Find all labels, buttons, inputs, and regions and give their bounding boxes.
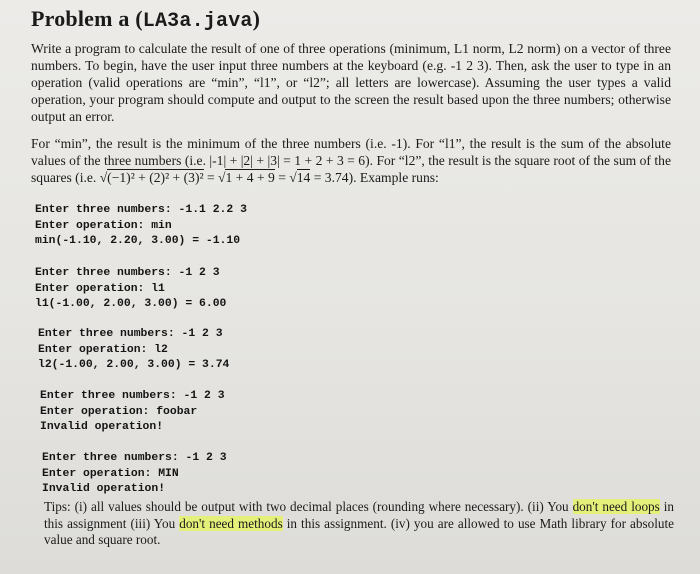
title-text: Problem a ( <box>31 6 143 31</box>
title-close-paren: ) <box>252 6 261 31</box>
code-line: Invalid operation! <box>42 483 166 496</box>
equals-sign: = <box>274 170 290 185</box>
highlight-no-loops: don't need loops <box>572 499 660 514</box>
example-run-l1 <box>35 266 226 313</box>
tips-paragraph <box>44 499 674 549</box>
code-line: Enter three numbers: -1 2 3 <box>42 452 227 464</box>
sqrt-expression-1 <box>100 169 204 185</box>
sqrt-expression-2 <box>218 169 275 185</box>
code-line: Enter operation: foobar <box>40 405 198 418</box>
code-line: min(-1.10, 2.20, 3.00) = -1.10 <box>35 235 241 248</box>
code-line: l1(-1.00, 2.00, 3.00) = 6.00 <box>35 298 227 311</box>
highlight-no-methods: don't need methods <box>179 515 283 531</box>
sqrt-symbol: √ <box>289 170 297 185</box>
example-run-l2 <box>38 327 229 374</box>
intro-paragraph: Write a program to calculate the result of one of three operations (minimum, L1 norm, L2 norm) on a vector of three numbers. To begin, have the user input three numbers at the keyboard (e.g. -1 2 3). Then, ask the user to type in an operation (valid operations are “min”, “l1”, or “l2”; all letters are lowercase). Assuming the user types a valid operation, your program should compute and output to the screen the result based upon the three numbers; otherwise output an error. <box>31 41 671 124</box>
code-line: Enter three numbers: -1 2 3 <box>40 390 225 402</box>
code-line: Enter three numbers: -1 2 3 <box>38 328 223 340</box>
radicand: (−1)² + (2)² + (3)² <box>107 170 204 185</box>
problem-title <box>31 6 260 33</box>
code-line: Enter operation: min <box>35 219 172 232</box>
example-run-foobar <box>40 389 225 436</box>
radicand: 14 <box>296 170 311 185</box>
code-line: Enter operation: l2 <box>38 343 168 356</box>
sqrt-symbol: √ <box>218 170 226 185</box>
equals-sign: = <box>203 170 219 185</box>
code-line: l2(-1.00, 2.00, 3.00) = 3.74 <box>38 359 230 372</box>
tips-text: in this assignment (iii) You <box>44 499 674 531</box>
sqrt-expression-3 <box>289 169 310 185</box>
operations-text: For “min”, the result is the minimum of the three numbers (i.e. -1). For “l1”, the result is the sum of the absolute values of the three numbers (i.e. |-1| + |2| + |3| = 1 + 2 + 3 = 6). For “l2”, the result is the square root of the sum of the squares (i.e. <box>31 136 671 185</box>
title-filename: LA3a.java <box>142 10 253 33</box>
code-line: Enter operation: MIN <box>42 467 179 480</box>
radicand: 1 + 4 + 9 <box>225 170 275 185</box>
code-line: Enter operation: l1 <box>35 282 165 295</box>
code-line: Enter three numbers: -1 2 3 <box>35 267 220 279</box>
tips-text: in this assignment. (iv) you are allowed to use Math library for absolute value and square root. <box>44 515 674 548</box>
operations-tail: = 3.74). Example runs: <box>310 170 439 185</box>
example-run-min <box>35 203 247 250</box>
sqrt-symbol: √ <box>99 170 108 185</box>
operations-paragraph <box>31 135 671 186</box>
tips-text: Tips: (i) all values should be output with two decimal places (rounding where necessary). (ii) You <box>44 499 573 514</box>
code-line: Enter three numbers: -1.1 2.2 3 <box>35 204 247 216</box>
code-line: Invalid operation! <box>40 421 164 434</box>
example-run-uppercase <box>42 451 227 498</box>
